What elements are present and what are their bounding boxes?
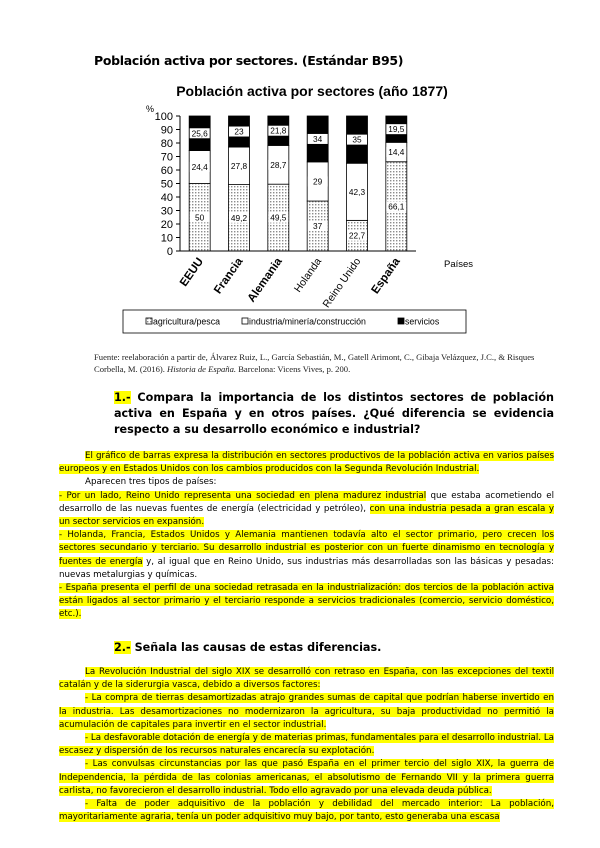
answer-2-p3: - La desfavorable dotación de energía y de materias primas, fundamentales para el desarrollo industrial. La escasez y dispersión de los recursos naturales encarecía su explotación. — [59, 733, 554, 757]
legend-swatch — [398, 318, 404, 324]
y-tick-label: 0 — [166, 246, 173, 258]
data-label: 34 — [313, 133, 323, 144]
data-label: 23 — [234, 126, 244, 137]
question-1-number: 1.- — [114, 391, 131, 404]
source-citation — [94, 352, 554, 375]
data-label: 21,8 — [270, 125, 287, 136]
answer-1-p3b: que estaba acometiendo el desarrollo de las nuevas fuentes de energía (electricidad y petróleo), — [59, 490, 554, 514]
y-tick-label: 30 — [160, 205, 173, 218]
y-tick-label: 50 — [160, 178, 173, 191]
y-tick-label: 100 — [154, 111, 173, 123]
legend-swatch — [146, 318, 152, 324]
plot-area — [155, 111, 416, 310]
data-label: 19,5 — [388, 124, 405, 135]
source-book: Historia de España. — [167, 363, 237, 374]
legend-label: servicios — [405, 316, 440, 327]
data-label: 66,1 — [388, 201, 405, 212]
answer-2 — [59, 666, 554, 824]
answer-2-p5: - Falta de poder adquisitivo de la población y debilidad del mercado interior: La población, mayoritariamente agraria, tenía un poder adquisitivo muy bajo, por tanto, esto generaba una escasa — [59, 799, 554, 823]
y-tick-label: 80 — [160, 138, 173, 150]
x-tick-label: Reino Unido — [320, 255, 364, 311]
y-tick-label: 70 — [160, 151, 173, 164]
chart-legend — [123, 310, 466, 333]
data-label: 24,4 — [191, 162, 208, 173]
x-tick-label: EEUU — [177, 255, 207, 289]
y-tick-label: 10 — [160, 232, 173, 245]
data-label: 35 — [352, 134, 362, 145]
answer-1-p2: Aparecen tres tipos de países: — [85, 477, 217, 488]
x-axis-label: Países — [444, 259, 474, 270]
y-axis-label: % — [146, 104, 155, 114]
answer-1-p1: El gráfico de barras expresa la distribución en sectores productivos de la población activa en varios países europeos y en Estados Unidos con los cambios producidos con la Segunda Revolución Industrial. — [59, 451, 554, 475]
data-label: 22,7 — [348, 230, 366, 241]
x-tick-label: Francia — [212, 255, 246, 297]
data-label: 29 — [313, 176, 323, 187]
data-label: 25,6 — [191, 128, 208, 139]
source-publisher: Barcelona: Vicens Vives, p. 200. — [238, 363, 351, 374]
x-tick-label: Holanda — [291, 255, 325, 295]
chart-title: Población activa por sectores (año 1877) — [176, 83, 448, 99]
data-label: 14,4 — [388, 147, 405, 158]
question-1 — [114, 390, 554, 438]
document-title: Población activa por sectores. (Estándar B95) — [94, 53, 404, 68]
data-label: 42,3 — [348, 186, 366, 197]
answer-2-p4: - Las convulsas circunstancias por las que pasó España en el primer tercio del siglo XIX, la guerra de Independencia, la pérdida de las colonias americanas, el absolutismo de Fernando VII y la primera guerra carlista, no favorecieron el desarrollo industrial. Todo ello agravado por una elevada deuda pública. — [59, 759, 554, 796]
source-text: Fuente: reelaboración a partir de, Álvarez Ruiz, L., García Sebastián, M., Gatell Arimont, C., Gibaja Velázquez, J.C., & Risques Corbella, M. (2016). — [94, 352, 535, 374]
legend-swatch — [242, 318, 248, 324]
y-tick-label: 90 — [160, 124, 173, 137]
answer-1-p3c: con una industria pesada a gran escala y un sector servicios en expansión. — [59, 503, 554, 528]
answer-2-p2: - La compra de tierras desamortizadas atrajo grandes sumas de capital que podrían haberse invertido en la industria. Las desamortizaciones no modernizaron la agricultura, su baja productividad no permitió la acumulación de capitales para invertir en el sector industrial. — [59, 693, 554, 730]
answer-1-p4b: y, al igual que en Reino Unido, sus industrias más desarrolladas son las básicas y pesadas: nuevas metalurgias y químicas. — [59, 556, 554, 580]
answer-1-p5: - España presenta el perfil de una sociedad retrasada en la industrialización: dos tercios de la población activa están ligados al sector primario y el terciario responde a servicios tradicionales (comercio, servicio doméstico, etc.). — [59, 583, 554, 620]
legend-label: agricultura/pesca — [153, 316, 220, 327]
data-label: 37 — [313, 221, 323, 232]
y-tick-label: 60 — [160, 165, 173, 177]
data-label: 27,8 — [230, 160, 248, 171]
answer-1-p4a: - Holanda, Francia, Estados Unidos y Alemania mantienen todavía alto el sector primario, pero crecen los sectores secundario y terciario. Su desarrollo industrial es posterior con un fuerte dinamismo en tecnología y fuentes de energía — [59, 530, 554, 567]
data-label: 49,5 — [270, 212, 287, 223]
data-label: 50 — [195, 212, 205, 223]
stacked-bar-chart — [120, 78, 474, 340]
answer-1 — [59, 450, 554, 622]
legend-label: industria/minería/construcción — [249, 316, 366, 327]
x-tick-label: Alemania — [245, 255, 285, 305]
answer-2-p1: La Revolución Industrial del siglo XIX se desarrolló con retraso en España, con las excepciones del textil catalán y de la siderurgia vasca, debido a diversos factores: — [59, 667, 554, 691]
y-tick-label: 40 — [160, 192, 173, 204]
question-1-text: Compara la importancia de los distintos sectores de población activa en España y en otros países. ¿Qué diferencia se evidencia respecto a su desarrollo económico e industrial? — [114, 391, 554, 436]
x-tick-label: España — [369, 255, 403, 297]
question-2 — [114, 640, 554, 656]
y-tick-label: 20 — [160, 219, 173, 231]
answer-1-p3a: - Por un lado, Reino Unido representa una sociedad en plena madurez industrial — [59, 490, 427, 501]
data-label: 28,7 — [270, 159, 287, 170]
data-label: 49,2 — [230, 212, 248, 223]
question-2-text: Señala las causas de estas diferencias. — [134, 641, 382, 654]
question-2-number: 2.- — [114, 641, 131, 654]
